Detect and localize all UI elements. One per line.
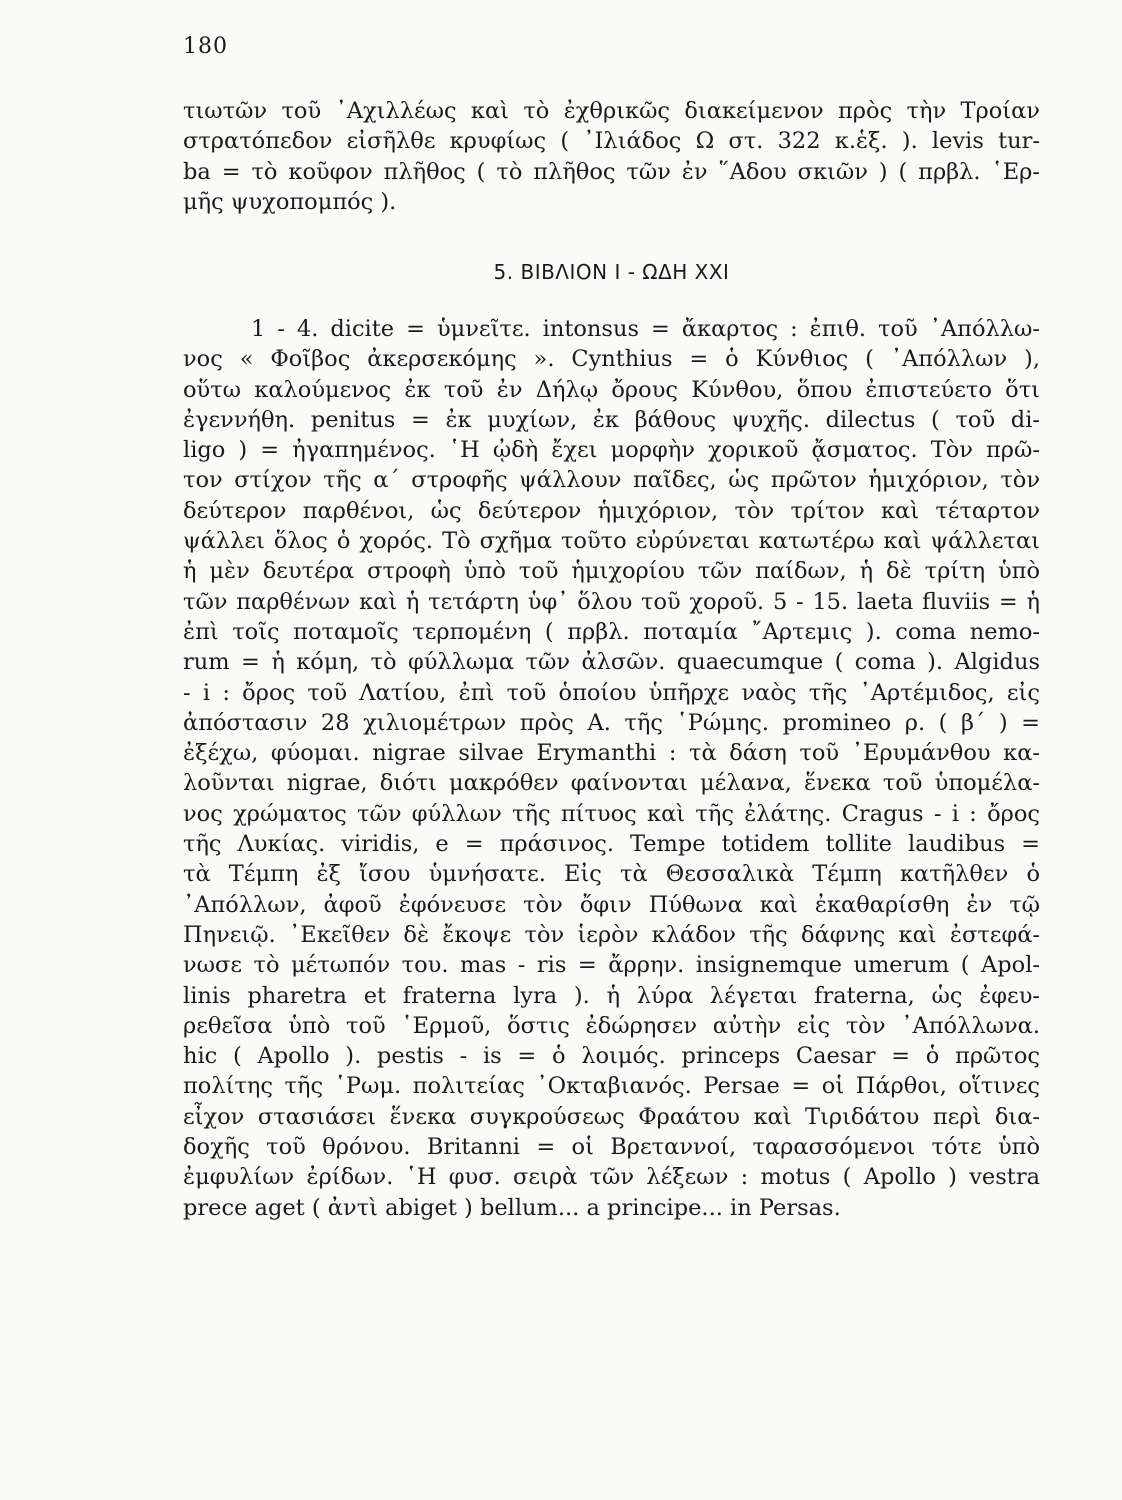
text-line: νος χρώματος τῶν φύλλων τῆς πίτυος καὶ τῆς ἐλάτης. Cragus - i : ὄρος: [183, 800, 1040, 827]
text-line: πολίτης τῆς ῾Ρωμ. πολιτείας ᾿Οκταβιανός. Persae = οἱ Πάρθοι, οἵτινες: [183, 1073, 1040, 1100]
text-line: ἐμφυλίων ἐρίδων. ῾Η φυσ. σειρὰ τῶν λέξεων : motus ( Apollo ) vestra: [183, 1164, 1040, 1191]
page-number: 180: [183, 34, 228, 59]
text-line: εἶχον στασιάσει ἕνεκα συγκρούσεως Φραάτου καὶ Τιριδάτου περὶ δια-: [183, 1103, 1040, 1130]
text-line: νωσε τὸ μέτωπόν του. mas - ris = ἄρρην. insignemque umerum ( Apol-: [183, 952, 1040, 979]
intro-paragraph: [183, 96, 1040, 217]
text-line: - i : ὄρος τοῦ Λατίου, ἐπὶ τοῦ ὁποίου ὑπῆρχε ναὸς τῆς ᾿Αρτέμιδος, εἰς: [183, 679, 1040, 706]
text-line: ψάλλει ὅλος ὁ χορός. Τὸ σχῆμα τοῦτο εὐρύνεται κατωτέρω καὶ ψάλλεται: [183, 528, 1040, 555]
text-line: τῶν παρθένων καὶ ἡ τετάρτη ὑφ᾿ ὅλου τοῦ χοροῦ. 5 - 15. laeta fluviis = ἡ: [183, 588, 1040, 615]
text-line: Πηνειῷ. ᾿Εκεῖθεν δὲ ἔκοψε τὸν ἱερὸν κλάδον τῆς δάφνης καὶ ἐστεφά-: [183, 921, 1040, 948]
section-heading: 5. ΒΙΒΛΙΟΝ Ι - ΩΔΗ XXI: [493, 260, 730, 284]
text-line: ba = τὸ κοῦφον πλῆθος ( τὸ πλῆθος τῶν ἐν ῞Αδου σκιῶν ) ( πρβλ. ῾Ερ-: [183, 158, 1040, 185]
text-line: οὕτω καλούμενος ἐκ τοῦ ἐν Δήλῳ ὄρους Κύνθου, ὅπου ἐπιστεύετο ὅτι: [183, 376, 1040, 403]
text-line: τον στίχον τῆς α΄ στροφῆς ψάλλουν παῖδες, ὡς πρῶτον ἡμιχόριον, τὸν: [183, 467, 1040, 494]
text-line: ᾿Απόλλων, ἀφοῦ ἐφόνευσε τὸν ὄφιν Πύθωνα καὶ ἐκαθαρίσθη ἐν τῷ: [183, 891, 1040, 918]
text-line: ἐγεννήθη. penitus = ἐκ μυχίων, ἐκ βάθους ψυχῆς. dilectus ( τοῦ di-: [183, 406, 1040, 433]
text-line: ἀπόστασιν 28 χιλιομέτρων πρὸς Α. τῆς ῾Ρώμης. promineo ρ. ( β΄ ) =: [183, 709, 1040, 736]
text-line: ἡ μὲν δευτέρα στροφὴ ὑπὸ τοῦ ἡμιχορίου τῶν παίδων, ἡ δὲ τρίτη ὑπὸ: [183, 558, 1040, 585]
text-line: τιωτῶν τοῦ ᾿Αχιλλέως καὶ τὸ ἐχθρικῶς διακείμενον πρὸς τὴν Τροίαν: [183, 98, 1040, 124]
text-line: τὰ Τέμπη ἐξ ἴσου ὑμνήσατε. Εἰς τὰ Θεσσαλικὰ Τέμπη κατῆλθεν ὁ: [183, 861, 1040, 888]
text-line: νος « Φοῖβος ἀκερσεκόμης ». Cynthius = ὁ Κύνθιος ( ᾿Απόλλων ),: [183, 346, 1040, 373]
text-line: ρεθεῖσα ὑπὸ τοῦ ῾Ερμοῦ, ὅστις ἐδώρησεν αὐτὴν εἰς τὸν ᾿Απόλλωνα.: [183, 1012, 1040, 1039]
text-line: linis pharetra et fraterna lyra ). ἡ λύρα λέγεται fraterna, ὡς ἐφευ-: [183, 982, 1040, 1009]
text-line: prece aget ( ἀντὶ abiget ) bellum... a principe... in Persas.: [183, 1194, 841, 1221]
text-line: ligo ) = ἠγαπημένος. ῾Η ᾠδὴ ἔχει μορφὴν χορικοῦ ᾄσματος. Τὸν πρῶ-: [183, 437, 1040, 464]
text-line: δεύτερον παρθένοι, ὡς δεύτερον ἡμιχόριον, τὸν τρίτον καὶ τέταρτον: [183, 497, 1040, 524]
text-line: μῆς ψυχοπομπός ).: [183, 188, 397, 215]
text-line: ἐξέχω, φύομαι. nigrae silvae Erymanthi : τὰ δάση τοῦ ᾿Ερυμάνθου κα-: [183, 740, 1040, 767]
text-line: λοῦνται nigrae, διότι μακρόθεν φαίνονται μέλανα, ἕνεκα τοῦ ὑπομέλα-: [183, 770, 1040, 797]
text-line: hic ( Apollo ). pestis - is = ὁ λοιμός. princeps Caesar = ὁ πρῶτος: [183, 1043, 1040, 1070]
text-line: rum = ἡ κόμη, τὸ φύλλωμα τῶν ἀλσῶν. quaecumque ( coma ). Algidus: [183, 649, 1040, 676]
commentary-paragraph: [183, 314, 1040, 1223]
text-line: δοχῆς τοῦ θρόνου. Britanni = οἱ Βρεταννοί, ταρασσόμενοι τότε ὑπὸ: [183, 1134, 1040, 1161]
text-line: στρατόπεδον εἰσῆλθε κρυφίως ( ᾿Ιλιάδος Ω στ. 322 κ.ἑξ. ). levis tur-: [183, 128, 1040, 155]
text-line: ἐπὶ τοῖς ποταμοῖς τερπομένη ( πρβλ. ποταμία ῎Αρτεμις ). coma nemo-: [183, 618, 1040, 645]
text-line: τῆς Λυκίας. viridis, e = πράσινος. Tempe totidem tollite laudibus =: [183, 831, 1040, 858]
text-line: 1 - 4. dicite = ὑμνεῖτε. intonsus = ἄκαρτος : ἐπιθ. τοῦ ᾿Απόλλω-: [251, 316, 1040, 342]
